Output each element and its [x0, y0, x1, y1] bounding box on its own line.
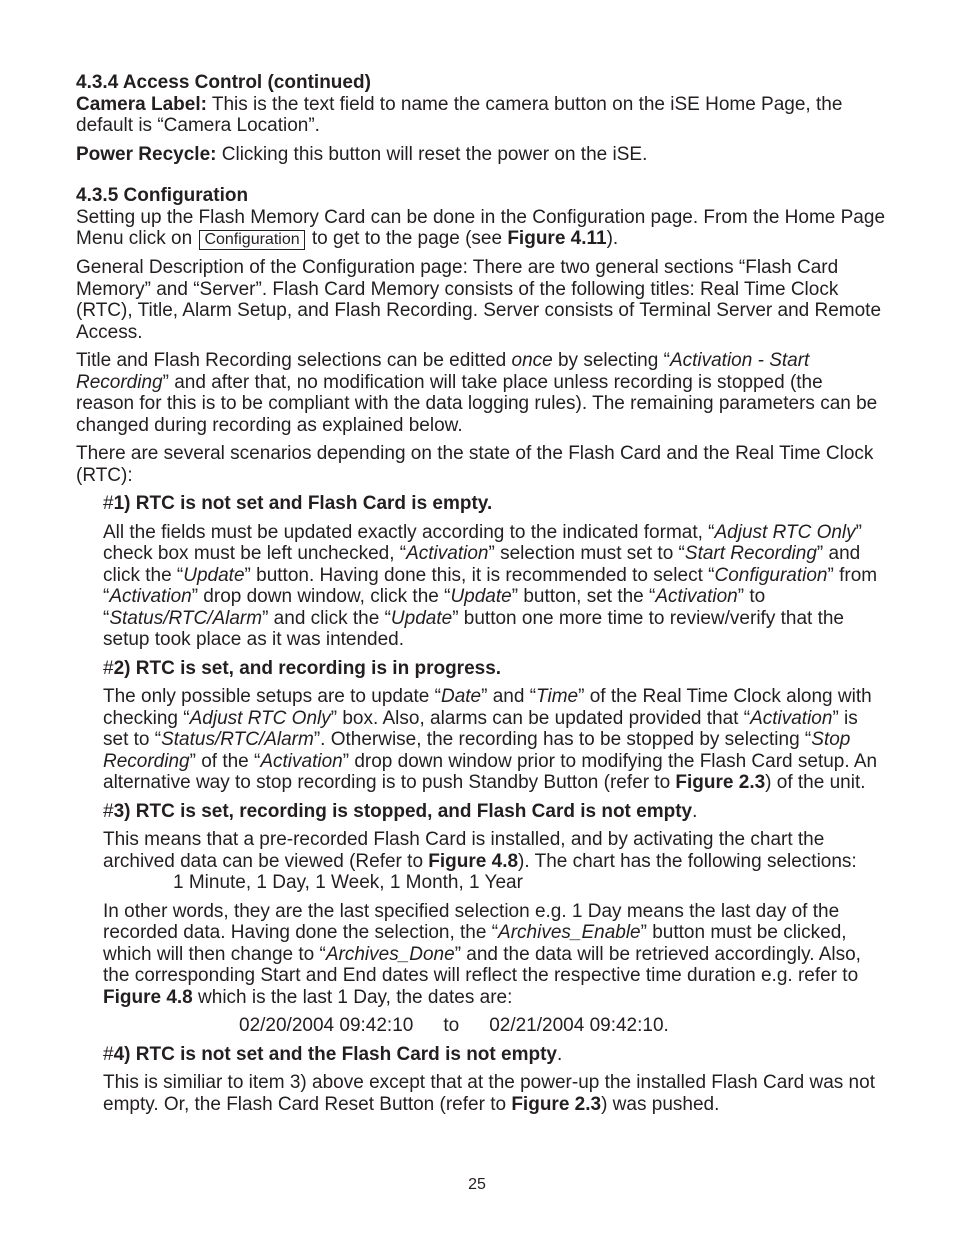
- text: ” and the data will be retrieved accordingly. Also, the corresponding Start and End dates will reflect the respective time duration e.g. refer to: [103, 943, 861, 986]
- hash: #: [103, 800, 114, 822]
- emphasis: Update: [390, 607, 453, 629]
- text: ) of the unit.: [765, 772, 866, 793]
- text: ). The chart has the following selections:: [518, 850, 857, 872]
- date-start: 02/20/2004 09:42:10: [239, 1015, 414, 1036]
- figure-ref: Figure 4.8: [103, 986, 193, 1008]
- scenario-3-title: [103, 801, 886, 823]
- intro-text-a: Setting up the Flash Memory Card can be done in the Configuration page. From the Home Page Menu click on: [76, 206, 886, 249]
- period: .: [692, 800, 698, 822]
- intro-text-b: to get to the page (see: [306, 228, 508, 249]
- text: ” button one more time to review/verify that the setup took place as it was intended.: [103, 607, 844, 650]
- emphasis: Archives_Enable: [498, 922, 641, 943]
- scenario-title-text: 3) RTC is set, recording is stopped, and Flash Card is not empty: [113, 800, 693, 822]
- text: This is similiar to item 3) above except that at the power-up the installed Flash Card was not empty. Or, the Flash Card Reset Button (refer to: [103, 1072, 875, 1115]
- emphasis: Activation: [109, 586, 192, 607]
- emphasis: Activation: [655, 586, 738, 607]
- scenario-4-title: [103, 1044, 886, 1066]
- title-flash-recording-paragraph: [76, 350, 886, 436]
- text: which is the last 1 Day, the dates are:: [192, 986, 513, 1008]
- emphasis: Update: [183, 564, 245, 586]
- text: by selecting “: [552, 350, 670, 371]
- scenario-3-body: [103, 829, 886, 894]
- text: ” button must be clicked, which will then change to “: [103, 922, 847, 965]
- scenario-title-text: 2) RTC is set, and recording is in progress.: [113, 657, 502, 679]
- section-heading-access-control: 4.3.4 Access Control (continued): [76, 72, 371, 93]
- text: ” of the “: [189, 750, 261, 772]
- section-heading-configuration: 4.3.5 Configuration: [76, 185, 249, 206]
- text: ” and “: [481, 686, 537, 707]
- page-content: [76, 72, 886, 1115]
- text: ” button, set the “: [511, 586, 656, 607]
- text: ” and click the “: [262, 607, 391, 629]
- scenario-3-body-2: [103, 901, 886, 1009]
- hash: #: [103, 1043, 114, 1065]
- figure-ref: Figure 2.3: [675, 772, 766, 793]
- chart-options: 1 Minute, 1 Day, 1 Week, 1 Month, 1 Year: [173, 872, 523, 893]
- text: ” check box must be left unchecked, “: [103, 521, 862, 564]
- period: .: [556, 1043, 563, 1065]
- scenario-title-text: 1) RTC is not set and Flash Card is empty.: [113, 493, 493, 514]
- emphasis: Configuration: [714, 564, 828, 586]
- emphasis: Date: [440, 686, 482, 707]
- emphasis: Update: [450, 586, 512, 607]
- emphasis: Adjust RTC Only: [189, 707, 331, 729]
- scenario-1-body: [103, 522, 886, 651]
- intro-text-c: ).: [606, 228, 619, 249]
- text: ” drop down window prior to modifying the Flash Card setup. An alternative way to stop recording is to push Standby Button (refer to: [103, 750, 878, 793]
- scenario-2-body: [103, 686, 886, 794]
- text: ” box. Also, alarms can be updated provided that “: [330, 707, 751, 729]
- emphasis: Archives_Done: [325, 943, 455, 965]
- text: ) was pushed.: [601, 1093, 720, 1115]
- scenarios-intro: There are several scenarios depending on the state of the Flash Card and the Real Time Clock (RTC):: [76, 443, 874, 486]
- emphasis: Activation - Start Recording: [76, 350, 810, 393]
- hash: #: [103, 657, 114, 679]
- scenario-title-text: 4) RTC is not set and the Flash Card is not empty: [113, 1043, 557, 1065]
- text: The only possible setups are to update “: [103, 686, 441, 707]
- text: This means that a pre-recorded Flash Card is installed, and by activating the chart the archived data can be viewed (Refer to: [103, 829, 825, 872]
- camera-label-text: This is the text field to name the camera button on the iSE Home Page, the default is “Camera Location”.: [76, 93, 843, 136]
- text: ” button. Having done this, it is recommended to select “: [244, 564, 715, 586]
- text: Title and Flash Recording selections can be editted: [76, 350, 512, 371]
- figure-ref: Figure 4.8: [428, 850, 519, 872]
- text: ” selection must set to “: [488, 543, 685, 564]
- text: ” drop down window, click the “: [191, 586, 451, 607]
- text: ” is set to “: [103, 707, 858, 750]
- emphasis: Time: [536, 686, 579, 707]
- date-end: 02/21/2004 09:42:10.: [489, 1015, 669, 1036]
- emphasis: Status/RTC/Alarm: [109, 607, 263, 629]
- emphasis: Activation: [260, 750, 343, 772]
- text: ” of the Real Time Clock along with checking “: [103, 686, 872, 729]
- text: ” and after that, no modification will take place unless recording is stopped (the reason for this is to be compliant with the data logging rules). The remaining parameters can be changed during recording as explained below.: [76, 371, 878, 436]
- configuration-intro: [76, 207, 886, 251]
- figure-ref: Figure 2.3: [511, 1093, 602, 1115]
- power-recycle-paragraph: [76, 144, 886, 166]
- camera-label-term: Camera Label:: [76, 93, 207, 115]
- date-to: to: [443, 1015, 460, 1036]
- figure-ref: Figure 4.11: [507, 228, 607, 249]
- emphasis: Adjust RTC Only: [714, 521, 856, 543]
- hash: #: [103, 493, 114, 514]
- text: ”. Otherwise, the recording has to be stopped by selecting “: [313, 729, 812, 750]
- text: ” and click the “: [103, 543, 861, 586]
- emphasis: Activation: [750, 707, 833, 729]
- power-recycle-text: Clicking this button will reset the power on the iSE.: [216, 143, 648, 165]
- camera-label-paragraph: [76, 94, 886, 137]
- power-recycle-term: Power Recycle:: [76, 143, 217, 165]
- scenario-2-title: [103, 658, 886, 680]
- general-description: General Description of the Configuration page: There are two general sections “Flash Card Memory” and “Server”. Flash Card Memory consists of the following titles: Real Time Clock (RTC), Title, Alarm Setup, and Flash Recording. Server consists of Terminal Server and Remote Access.: [76, 257, 882, 343]
- emphasis: Activation: [406, 543, 489, 564]
- text: All the fields must be updated exactly according to the indicated format, “: [103, 521, 715, 543]
- text: In other words, they are the last specified selection e.g. 1 Day means the last day of the recorded data. Having done the selection, the “: [103, 900, 840, 943]
- scenario-4-body: [103, 1072, 886, 1115]
- text: ” to “: [103, 586, 766, 629]
- configuration-button[interactable]: Configuration: [199, 230, 304, 250]
- emphasis: Start Recording: [684, 543, 817, 564]
- scenario-1-title: [103, 493, 886, 515]
- emphasis: once: [511, 350, 553, 371]
- emphasis: Status/RTC/Alarm: [161, 729, 314, 750]
- text: ” from “: [103, 564, 878, 607]
- date-range: [239, 1015, 886, 1037]
- emphasis: Stop Recording: [103, 729, 851, 772]
- page-number: 25: [468, 1176, 486, 1193]
